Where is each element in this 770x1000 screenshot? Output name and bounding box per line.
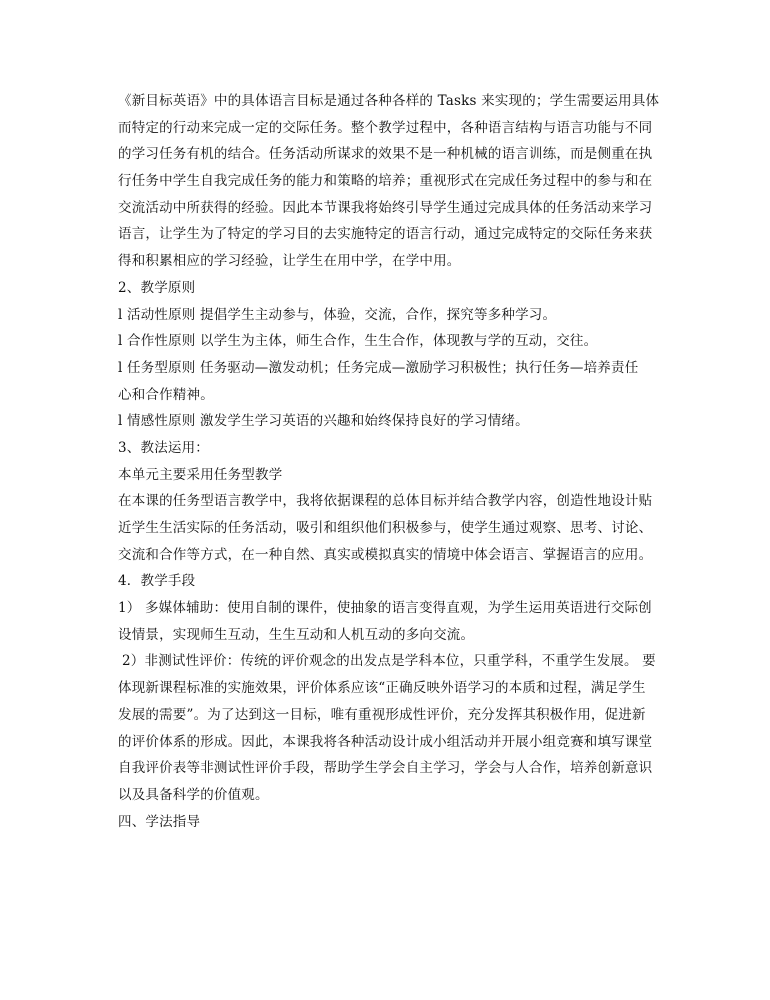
section-heading: 4．教学手段 [118,573,196,590]
paragraph-line: 体现新课程标准的实施效果，评价体系应该“正确反映外语学习的本质和过程，满足学生 [118,680,646,697]
document-body [118,88,658,835]
list-item: l 情感性原则 激发学生学习英语的兴趣和始终保持良好的学习情绪。 [118,413,529,430]
paragraph-line: 在本课的任务型语言教学中，我将依据课程的总体目标并结合教学内容，创造性地设计贴 [118,493,653,510]
paragraph-line: 语言，让学生为了特定的学习目的去实施特定的语言行动，通过完成特定的交际任务来获 [118,226,653,243]
section-heading: 四、学法指导 [118,813,201,830]
paragraph-line: 发展的需要”。为了达到这一目标，唯有重视形成性评价，充分发挥其积极作用，促进新 [118,706,646,723]
paragraph-line: 本单元主要采用任务型教学 [118,466,283,483]
paragraph-line: 近学生生活实际的任务活动，吸引和组织他们积极参与，使学生通过观察、思考、讨论、 [118,520,653,536]
paragraph-line: 得和积累相应的学习经验，让学生在用中学，在学中用。 [118,253,461,270]
list-item: 2）非测试性评价：传统的评价观念的出发点是学科本位，只重学科，不重学生发展。 要 [122,653,656,670]
section-heading: 3、教法运用： [118,439,209,456]
paragraph-line: 交流和合作等方式，在一种自然、真实或模拟真实的情境中体会语言、掌握语言的应用。 [118,546,653,563]
list-item: l 任务型原则 任务驱动—激发动机；任务完成—激励学习积极性；执行任务—培养责任 [118,359,639,376]
paragraph-line: 的学习任务有机的结合。任务活动所谋求的效果不是一种机械的语言训练，而是侧重在执 [118,146,653,163]
list-item-continuation: 设情景，实现师生互动，生生互动和人机互动的多向交流。 [118,626,475,643]
section-heading: 2、教学原则 [118,279,196,296]
list-item: 1） 多媒体辅助：使用自制的课件，使抽象的语言变得直观，为学生运用英语进行交际创 [118,600,652,617]
paragraph-line: 《新目标英语》中的具体语言目标是通过各种各样的 Tasks 来实现的；学生需要运用具体 [118,93,660,109]
list-item: l 活动性原则 提倡学生主动参与，体验，交流，合作，探究等多种学习。 [118,306,557,323]
paragraph-line: 以及具备科学的价值观。 [118,786,269,803]
list-item: l 合作性原则 以学生为主体，师生合作，生生合作，体现教与学的互动，交往。 [118,333,598,350]
paragraph-line: 而特定的行动来完成一定的交际任务。整个教学过程中，各种语言结构与语言功能与不同 [118,119,653,136]
paragraph-line: 自我评价表等非测试性评价手段，帮助学生学会自主学习，学会与人合作，培养创新意识 [118,760,653,777]
paragraph-line: 的评价体系的形成。因此，本课我将各种活动设计成小组活动并开展小组竞赛和填写课堂 [118,733,653,750]
list-item-continuation: 心和合作精神。 [118,386,214,403]
paragraph-line: 行任务中学生自我完成任务的能力和策略的培养；重视形式在完成任务过程中的参与和在 [118,173,653,190]
paragraph-line: 交流活动中所获得的经验。因此本节课我将始终引导学生通过完成具体的任务活动来学习 [118,199,653,216]
